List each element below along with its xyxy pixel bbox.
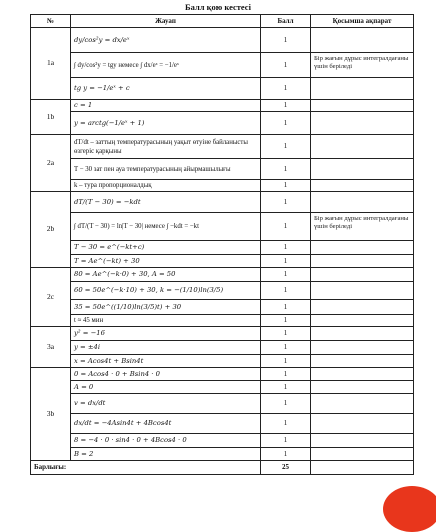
- answer-text: k – тура пропорционалдық: [74, 182, 152, 190]
- answer-cell: [71, 394, 261, 414]
- answer-text: T − 30 = e^(−kt+c): [74, 243, 145, 252]
- score-cell: 1: [261, 180, 311, 192]
- extra-info-cell: [311, 355, 414, 368]
- score-cell: 1: [261, 368, 311, 381]
- page-title: Балл қою кестесі: [185, 2, 251, 12]
- answer-cell: [71, 434, 261, 448]
- score-cell: 1: [261, 159, 311, 180]
- answer-cell: [71, 180, 261, 192]
- score-cell: 1: [261, 112, 311, 135]
- score-cell: 1: [261, 381, 311, 394]
- score-cell: 1: [261, 53, 311, 78]
- section-label: 2a: [31, 135, 71, 192]
- score-cell: 1: [261, 255, 311, 268]
- answer-text: c = 1: [74, 101, 93, 110]
- extra-info-cell: [311, 135, 414, 159]
- answer-cell: [71, 255, 261, 268]
- score-cell: 1: [261, 241, 311, 255]
- answer-text: ∫ dT/(T − 30) = ln|T − 30| немесе ∫ −kdt = −kt: [74, 223, 199, 231]
- answer-text: 60 = 50e^(−k·10) + 30, k = −(1/10)ln(3/5): [74, 286, 224, 295]
- total-label: Барлығы:: [31, 461, 261, 475]
- answer-text: y = arctg(−1/eˣ + 1): [74, 118, 145, 127]
- section-label: 2c: [31, 268, 71, 327]
- answer-cell: [71, 355, 261, 368]
- answer-cell: [71, 268, 261, 282]
- answer-cell: [71, 241, 261, 255]
- table-row: [31, 327, 414, 341]
- answer-cell: [71, 341, 261, 355]
- table-row: [31, 255, 414, 268]
- extra-info-cell: Бір жағын дұрыс интегралдағаны үшін беріледі: [311, 213, 414, 241]
- score-cell: 1: [261, 78, 311, 100]
- extra-info-cell: [311, 448, 414, 461]
- extra-info-cell: [311, 394, 414, 414]
- table-row: [31, 213, 414, 241]
- table-row: [31, 28, 414, 53]
- answer-text: dx/dt = −4Asin4t + 4Bcos4t: [74, 419, 172, 428]
- answer-text: T − 30 зат пен ауа температурасының айырмашылығы: [74, 165, 231, 173]
- header-score: Балл: [261, 15, 311, 28]
- answer-text: dy/cos²y = dx/eˣ: [74, 35, 130, 44]
- table-row: [31, 394, 414, 414]
- answer-text: 35 = 50e^((1/10)ln(3/5)t) + 30: [74, 302, 182, 311]
- extra-info-cell: [311, 268, 414, 282]
- answer-cell: [71, 282, 261, 300]
- header-extra: Қосымша ақпарат: [311, 15, 414, 28]
- table-row: [31, 100, 414, 112]
- section-label: 2b: [31, 192, 71, 268]
- table-row: [31, 112, 414, 135]
- answer-cell: [71, 28, 261, 53]
- extra-info-cell: [311, 282, 414, 300]
- answer-cell: [71, 368, 261, 381]
- answer-cell: [71, 381, 261, 394]
- extra-info-cell: [311, 180, 414, 192]
- extra-info-cell: [311, 100, 414, 112]
- section-label: 1b: [31, 100, 71, 135]
- answer-text: 80 = Ae^(−k·0) + 30, A = 50: [74, 270, 176, 279]
- table-row: [31, 268, 414, 282]
- extra-info-cell: [311, 414, 414, 434]
- extra-info-cell: Бір жағын дұрыс интегралдағаны үшін беріледі: [311, 53, 414, 78]
- extra-info-cell: [311, 300, 414, 315]
- section-label: 3b: [31, 368, 71, 461]
- answer-cell: [71, 135, 261, 159]
- score-table: [30, 14, 414, 475]
- table-row: [31, 414, 414, 434]
- answer-cell: [71, 78, 261, 100]
- extra-info-cell: [311, 192, 414, 213]
- answer-text: dT/dt – заттың температурасының уақыт өтуіне байланысты өзгеріс қарқыны: [74, 138, 248, 155]
- extra-info-cell: [311, 341, 414, 355]
- extra-info-cell: [311, 327, 414, 341]
- score-cell: 1: [261, 341, 311, 355]
- answer-text: x = Acos4t + Bsin4t: [74, 356, 144, 365]
- extra-info-cell: [311, 28, 414, 53]
- answer-cell: [71, 327, 261, 341]
- total-empty: [311, 461, 414, 475]
- extra-info-cell: [311, 78, 414, 100]
- table-row: [31, 192, 414, 213]
- answer-cell: [71, 414, 261, 434]
- table-row: [31, 282, 414, 300]
- header-row: [31, 15, 414, 28]
- answer-text: tg y = −1/eˣ + c: [74, 84, 130, 93]
- score-cell: 1: [261, 315, 311, 327]
- answer-cell: [71, 448, 261, 461]
- answer-cell: [71, 112, 261, 135]
- answer-cell: [71, 300, 261, 315]
- total-row: [31, 461, 414, 475]
- section-label: 1a: [31, 28, 71, 100]
- table-row: [31, 368, 414, 381]
- red-stamp-mark: [383, 486, 436, 532]
- answer-cell: [71, 100, 261, 112]
- score-cell: 1: [261, 268, 311, 282]
- score-cell: 1: [261, 394, 311, 414]
- table-row: [31, 434, 414, 448]
- table-row: [31, 341, 414, 355]
- extra-info-cell: [311, 368, 414, 381]
- score-cell: 1: [261, 434, 311, 448]
- extra-info-cell: [311, 434, 414, 448]
- table-row: [31, 448, 414, 461]
- score-cell: 1: [261, 327, 311, 341]
- header-num: №: [31, 15, 71, 28]
- answer-text: 0 = Acos4 · 0 + Bsin4 · 0: [74, 369, 160, 378]
- score-cell: 1: [261, 355, 311, 368]
- answer-text: T = Ae^(−kt) + 30: [74, 256, 140, 265]
- total-score: 25: [261, 461, 311, 475]
- score-cell: 1: [261, 414, 311, 434]
- answer-text: y = ±4i: [74, 343, 101, 352]
- answer-text: B = 2: [74, 449, 94, 458]
- answer-cell: [71, 315, 261, 327]
- extra-info-cell: [311, 255, 414, 268]
- answer-text: ∫ dy/cos²y = tgy немесе ∫ dx/eˣ = −1/eˣ: [74, 61, 179, 69]
- score-cell: 1: [261, 300, 311, 315]
- answer-cell: [71, 53, 261, 78]
- table-row: [31, 180, 414, 192]
- score-cell: 1: [261, 100, 311, 112]
- answer-text: t ≈ 45 мин: [74, 317, 104, 325]
- extra-info-cell: [311, 159, 414, 180]
- answer-text: v = dx/dt: [74, 399, 106, 408]
- score-cell: 1: [261, 213, 311, 241]
- extra-info-cell: [311, 381, 414, 394]
- table-row: [31, 53, 414, 78]
- extra-info-cell: [311, 112, 414, 135]
- table-row: [31, 78, 414, 100]
- header-answer: Жауап: [71, 15, 261, 28]
- table-row: [31, 315, 414, 327]
- extra-info-cell: [311, 315, 414, 327]
- answer-text: dT/(T − 30) = −kdt: [74, 197, 141, 206]
- answer-cell: [71, 213, 261, 241]
- table-row: [31, 381, 414, 394]
- score-cell: 1: [261, 192, 311, 213]
- score-cell: 1: [261, 28, 311, 53]
- table-row: [31, 241, 414, 255]
- answer-text: 8 = −4 · 0 · sin4 · 0 + 4Bcos4 · 0: [74, 436, 187, 445]
- answer-cell: [71, 192, 261, 213]
- table-row: [31, 159, 414, 180]
- table-row: [31, 300, 414, 315]
- extra-info-cell: [311, 241, 414, 255]
- score-cell: 1: [261, 448, 311, 461]
- answer-text: y² = −16: [74, 329, 105, 338]
- answer-cell: [71, 159, 261, 180]
- answer-text: A = 0: [74, 382, 94, 391]
- score-cell: 1: [261, 282, 311, 300]
- section-label: 3a: [31, 327, 71, 368]
- score-cell: 1: [261, 135, 311, 159]
- table-row: [31, 355, 414, 368]
- table-row: [31, 135, 414, 159]
